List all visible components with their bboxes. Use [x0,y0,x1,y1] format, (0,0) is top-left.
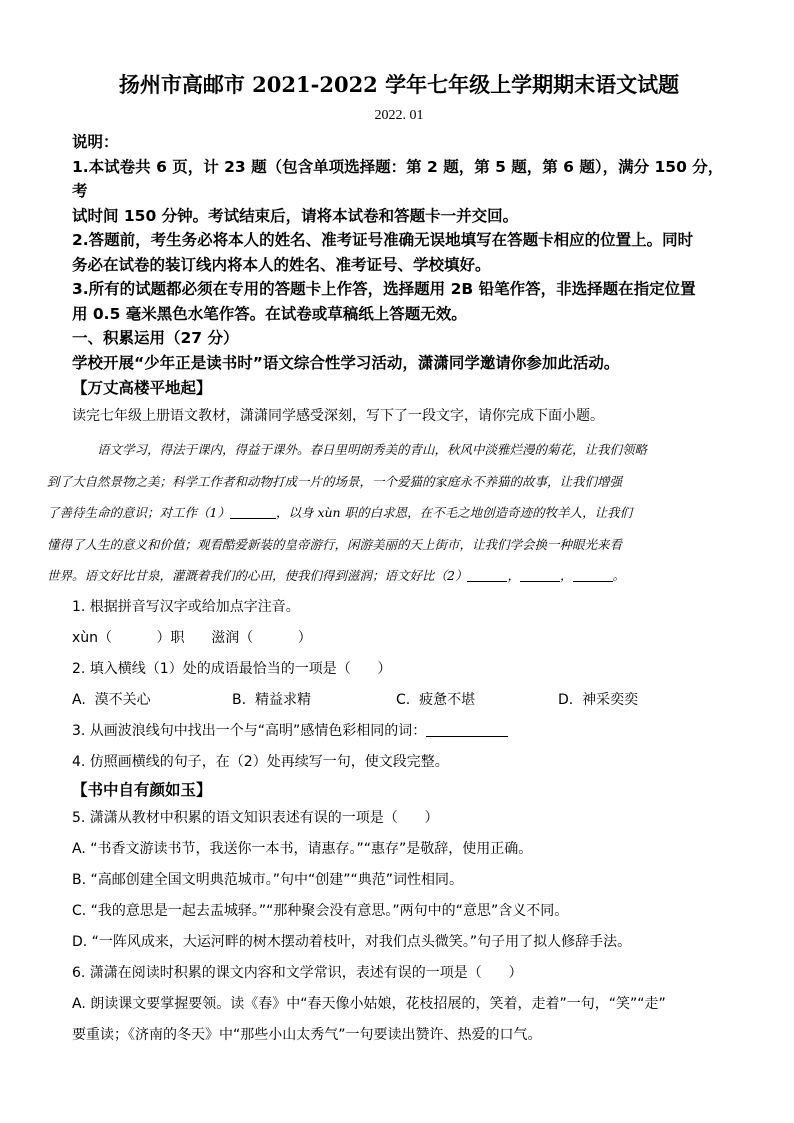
instruction-line: 3.所有的试题都必须在专用的答题卡上作答，选择题用 2B 铅笔作答，非选择题在指定位置 [72,280,696,298]
instruction-line: 用 0.5 毫米黑色水笔作答。在试卷或草稿纸上答题无效。 [72,304,467,323]
passage-line: 语文学习，得法于课内，得益于课外。春日里明朗秀美的青山，秋风中淡雅烂漫的菊花，让我们领略 [97,442,648,457]
instructions [72,130,726,326]
question-1: 1. 根据拼音写汉字或给加点字注音。 [72,598,300,615]
answer-blank[interactable] [520,567,560,582]
punct: 。 [612,568,626,583]
punct: ， [559,568,573,583]
question-5-option-a[interactable]: A. “书香文游读书节，我送你一本书，请惠存。”“惠存”是敬辞，使用正确。 [72,840,533,857]
question-2: 2. 填入横线（1）处的成语最恰当的一项是（ ） [72,660,392,677]
section-heading: 一、积累运用（27 分） [72,329,239,347]
question-5-option-d[interactable]: D. “一阵风成来，大运河畔的树木摆动着枝叶，对我们点头微笑。”句子用了拟人修辞手法。 [72,933,632,950]
question-6: 6. 潇潇在阅读时积累的课文内容和文学常识，表述有误的一项是（ ） [72,964,523,981]
passage-line [47,568,625,583]
option-d[interactable]: D. 神采奕奕 [558,691,639,708]
passage-text: 了善待生命的意识；对工作（1） [47,505,230,520]
passage-lead: 读完七年级上册语文教材，潇潇同学感受深刻，写下了一段文字，请你完成下面小题。 [72,408,604,424]
subsection-heading: 【万丈高楼平地起】 [72,379,212,397]
question-2-options [72,685,726,716]
question-6-option-a-cont: 要重读；《济南的冬天》中“那些小山太秀气”一句要读出赞许、热爱的口气。 [72,1026,542,1043]
option-c[interactable]: C. 疲惫不堪 [396,691,476,708]
passage-text: 世界。语文好比甘泉，灌溉着我们的心田，使我们得到滋润；语文好比（2） [47,568,468,583]
instruction-line: 务必在试卷的装订线内将本人的姓名、准考证号、学校填好。 [72,255,491,274]
instructions-heading: 说明： [72,133,119,151]
question-5-option-c[interactable]: C. “我的意思是一起去盂城驿。”“那种聚会没有意思。”两句中的“意思”含义不同。 [72,902,569,919]
question-3-text: 3. 从画波浪线句中找出一个与“高明”感情色彩相同的词： [72,722,427,739]
question-1-fields[interactable]: xùn（ ）职 滋润（ ） [72,629,312,646]
answer-blank[interactable] [230,504,276,519]
instruction-line: 试时间 150 分钟。考试结束后，请将本试卷和答题卡一并交回。 [72,206,519,225]
answer-blank[interactable] [573,567,613,582]
instruction-line: 1.本试卷共 6 页，计 23 题（包含单项选择题：第 2 题，第 5 题，第 6 题），满分 150 分，考 [72,157,724,200]
passage-text: ，以身 xùn 职的白求恩，在不毛之地创造奇迹的牧羊人，让我们 [275,505,633,520]
answer-blank[interactable] [467,567,507,582]
section-intro: 学校开展“少年正是读书时”语文综合性学习活动，潇潇同学邀请你参加此活动。 [72,354,620,372]
question-5: 5. 潇潇从教材中积累的语文知识表述有误的一项是（ ） [72,809,439,826]
question-5-option-b[interactable]: B. “高邮创建全国文明典范城市。”句中“创建”“典范”词性相同。 [72,871,464,888]
instruction-line: 2.答题前，考生务必将本人的姓名、准考证号准确无误地填写在答题卡相应的位置上。同时 [72,231,694,249]
option-a[interactable]: A. 漠不关心 [72,691,151,708]
exam-date: 2022. 01 [374,108,424,123]
question-4: 4. 仿照画横线的句子，在（2）处再续写一句，使文段完整。 [72,753,449,770]
question-3 [72,716,726,747]
reading-passage [47,434,726,592]
answer-blank[interactable] [426,722,508,737]
question-6-option-a[interactable]: A. 朗读课文要掌握要领。读《春》中“春天像小姑娘，花枝招展的，笑着，走着”一句，“笑”“走” [72,995,666,1012]
subsection-heading: 【书中自有颜如玉】 [72,780,212,799]
passage-line [47,505,632,520]
exam-title: 扬州市高邮市 2021-2022 学年七年级上学期期末语文试题 [118,72,680,97]
option-b[interactable]: B. 精益求精 [232,691,311,708]
punct: ， [507,568,520,583]
passage-line: 到了大自然景物之美；科学工作者和动物打成一片的场景，一个爱猫的家庭永不养猫的故事，让我们增强 [47,473,623,489]
passage-line: 懂得了人生的意义和价值；观看酷爱新装的皇帝游行，闲游美丽的天上街市，让我们学会换一种眼光来看 [47,536,623,552]
